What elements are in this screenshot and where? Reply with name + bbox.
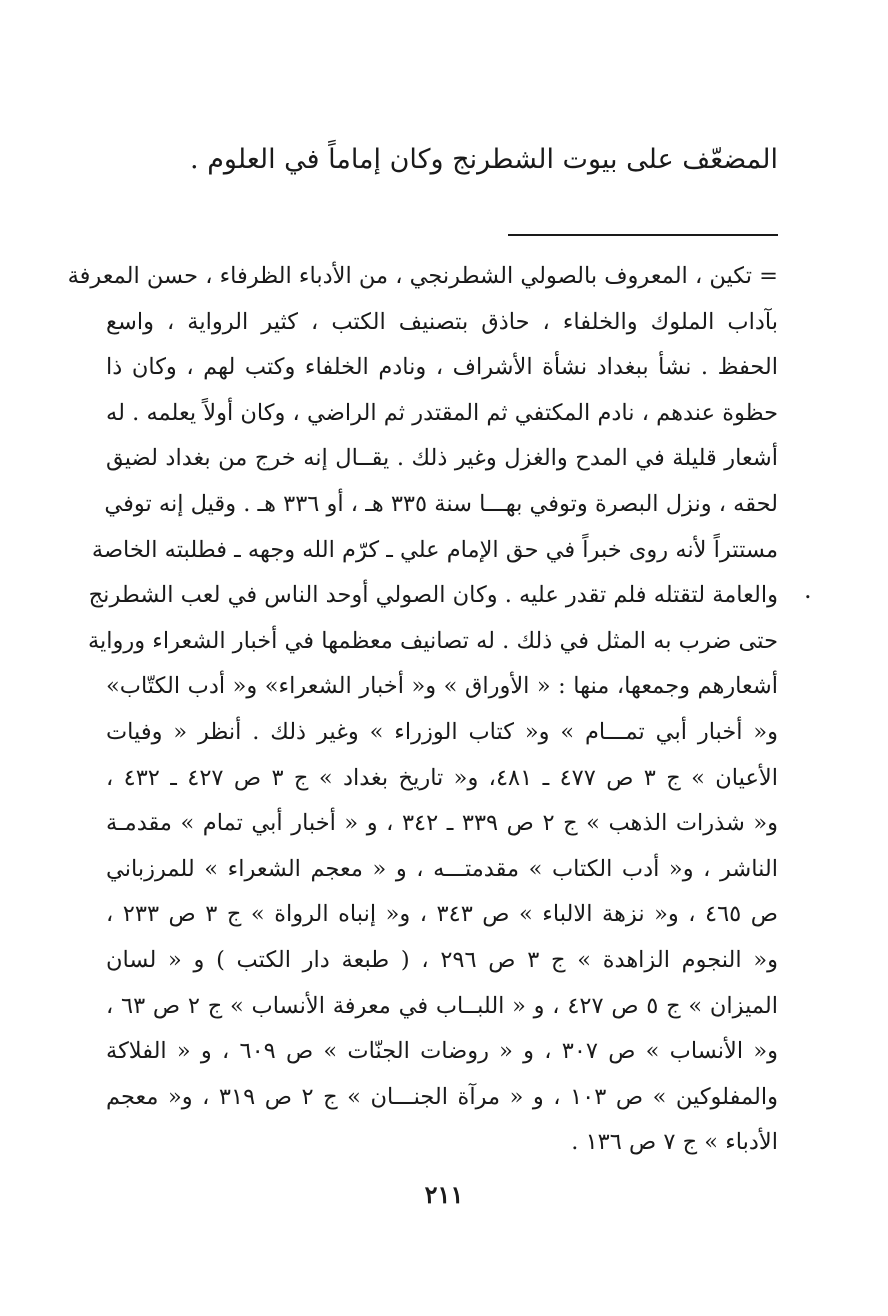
footnote-line: والعامة لتقتله فلم تقدر عليه . وكان الصولي أوحد الناس في لعب الشطرنج [88,582,778,609]
footnote-line: و« شذرات الذهب » ج ٢ ص ٣٣٩ ـ ٣٤٢ ، و « أخبار أبي تمام » مقدمـة [106,810,778,837]
footnote-line: حظوة عندهم ، نادم المكتفي ثم المقتدر ثم الراضي ، وكان أولاً يعلمه . له [106,399,778,426]
footnote-line: الحفظ . نشأ ببغداد نشأة الأشراف ، ونادم الخلفاء وكتب لهم ، وكان ذا [106,354,778,381]
footnote-line: و« النجوم الزاهدة » ج ٣ ص ٢٩٦ ، ( طبعة دار الكتب ) و « لسان [106,946,778,973]
footnote-line: بآداب الملوك والخلفاء ، حاذق بتصنيف الكتب ، كثير الرواية ، واسع [106,308,778,335]
footnote-line: الأعيان » ج ٣ ص ٤٧٧ ـ ٤٨١، و« تاريخ بغداد » ج ٣ ص ٤٢٧ ـ ٤٣٢ ، [106,764,778,791]
footnote-block [67,254,778,1166]
margin-mark: . [804,576,812,604]
footnote-line: = تكين ، المعروف بالصولي الشطرنجي ، من الأدباء الظرفاء ، حسن المعرفة [67,263,778,289]
footnote-line: والمفلوكين » ص ١٠٣ ، و « مرآة الجنـــان » ج ٢ ص ٣١٩ ، و« معجم [106,1083,778,1110]
footnote-line: الأدباء » ج ٧ ص ١٣٦ . [571,1129,778,1156]
footnote-line: حتى ضرب به المثل في ذلك . له تصانيف معظمها في أخبار الشعراء ورواية [87,627,778,654]
main-text-line: المضعّف على بيوت الشطرنج وكان إماماً في العلوم . [190,144,778,175]
footnote-line: مستتراً لأنه روى خبراً في حق الإمام علي ـ كرّم الله وجهه ـ فطلبته الخاصة [91,536,778,563]
footnote-line: الناشر ، و« أدب الكتاب » مقدمتـــه ، و « معجم الشعراء » للمرزباني [106,855,778,882]
footnote-line: لحقه ، ونزل البصرة وتوفي بهـــا سنة ٣٣٥ هـ ، أو ٣٣٦ هـ . وقيل إنه توفي [104,490,778,517]
footnote-line: الميزان » ج ٥ ص ٤٢٧ ، و « اللبــاب في معرفة الأنساب » ج ٢ ص ٦٣ ، [106,992,778,1019]
footnote-line: ص ٤٦٥ ، و« نزهة الالباء » ص ٣٤٣ ، و« إنباه الرواة » ج ٣ ص ٢٣٣ ، [106,901,778,928]
footnote-line: و« أخبار أبي تمـــام » و« كتاب الوزراء » وغير ذلك . أنظر « وفيات [106,718,778,745]
footnote-line: أشعارهم وجمعها، منها : « الأوراق » و« أخبار الشعراء» و« أدب الكتّاب» [106,673,778,700]
footnote-line: أشعار قليلة في المدح والغزل وغير ذلك . يقــال إنه خرج من بغداد لضيق [106,445,778,472]
footnote-separator [508,234,778,236]
footnote-line: و« الأنساب » ص ٣٠٧ ، و « روضات الجنّات » ص ٦٠٩ ، و « الفلاكة [106,1038,778,1065]
page-number: ٢١١ [424,1180,464,1209]
